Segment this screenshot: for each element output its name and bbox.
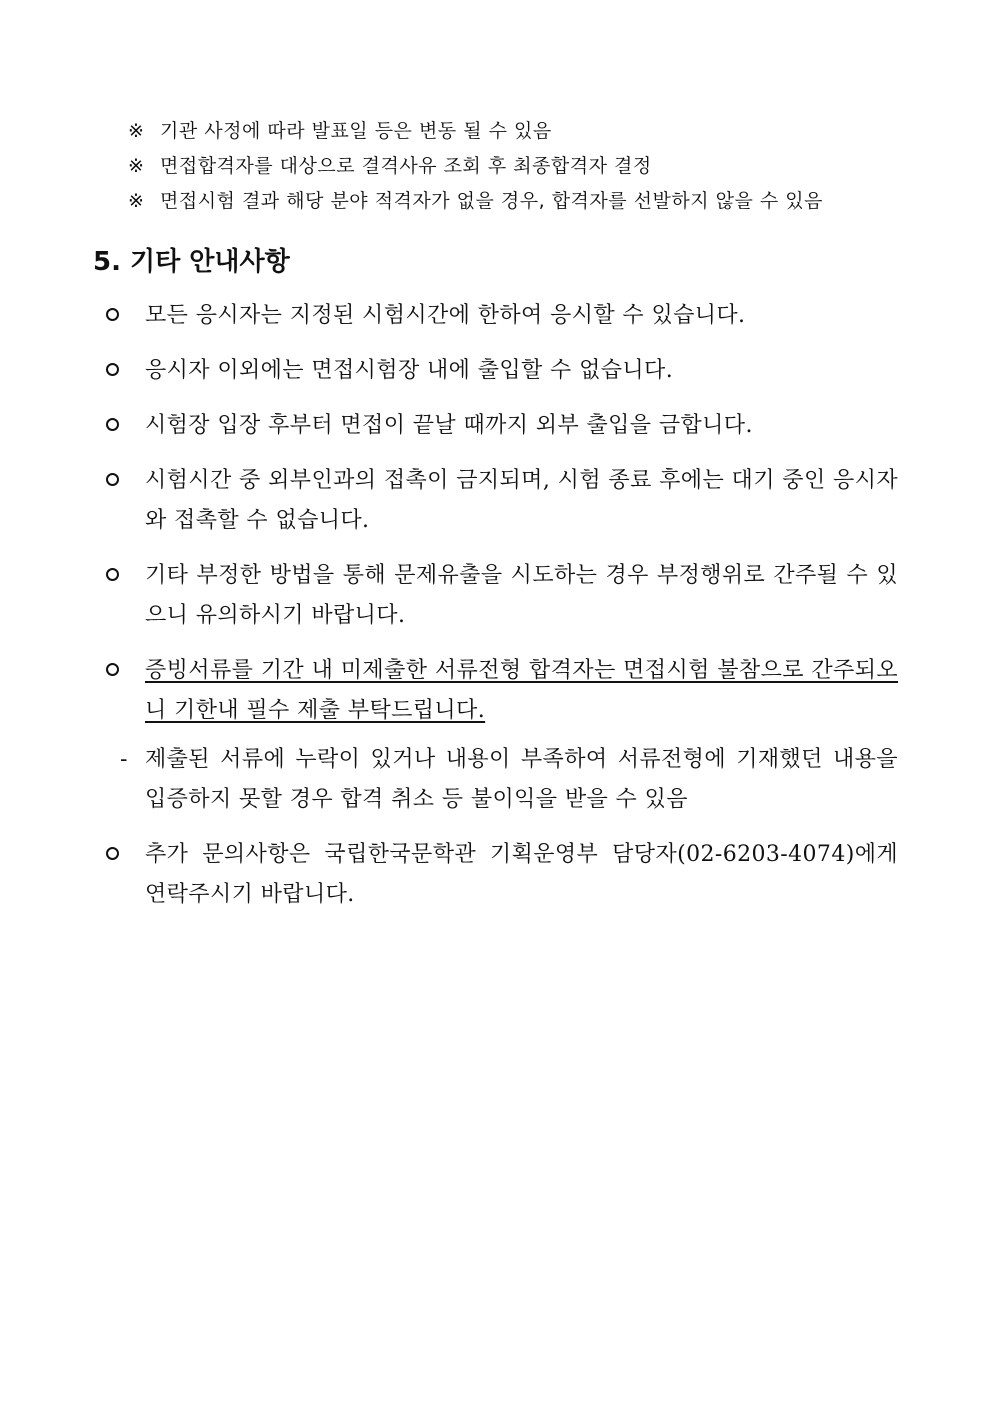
guidance-text: 시험시간 중 외부인과의 접촉이 금지되며, 시험 종료 후에는 대기 중인 응시자와 접촉할 수 없습니다. — [145, 468, 898, 533]
guidance-item-underlined — [106, 651, 898, 731]
dash-marker: - — [120, 747, 128, 772]
guidance-text: 응시자 이외에는 면접시험장 내에 출입할 수 없습니다. — [145, 358, 674, 383]
guidance-item — [106, 461, 898, 541]
reference-mark: ※ — [128, 120, 145, 142]
note-item — [128, 184, 908, 219]
subitem-text: 제출된 서류에 누락이 있거나 내용이 부족하여 서류전형에 기재했던 내용을 입증하지 못할 경우 합격 취소 등 불이익을 받을 수 있음 — [145, 747, 898, 812]
circle-bullet-icon — [106, 363, 119, 376]
note-text: 면접시험 결과 해당 분야 적격자가 없을 경우, 합격자를 선발하지 않을 수 있음 — [160, 190, 823, 212]
guidance-text: 기타 부정한 방법을 통해 문제유출을 시도하는 경우 부정행위로 간주될 수 있으니 유의하시기 바랍니다. — [145, 563, 898, 628]
guidance-text: 추가 문의사항은 국립한국문학관 기획운영부 담당자(02-6203-4074)에게 연락주시기 바랍니다. — [145, 842, 898, 907]
guidance-item — [106, 556, 898, 636]
guidance-item — [106, 835, 898, 915]
circle-bullet-icon — [106, 663, 119, 676]
guidance-item — [106, 296, 898, 336]
section-title: 5. 기타 안내사항 — [93, 247, 290, 277]
circle-bullet-icon — [106, 473, 119, 486]
reference-mark: ※ — [128, 155, 145, 177]
note-item — [128, 114, 908, 149]
note-item — [128, 149, 908, 184]
guidance-text: 증빙서류를 기간 내 미제출한 서류전형 합격자는 면접시험 불참으로 간주되오니 기한내 필수 제출 부탁드립니다. — [145, 658, 898, 723]
circle-bullet-icon — [106, 418, 119, 431]
circle-bullet-icon — [106, 847, 119, 860]
guidance-text: 모든 응시자는 지정된 시험시간에 한하여 응시할 수 있습니다. — [145, 303, 746, 328]
guidance-list — [106, 296, 898, 930]
circle-bullet-icon — [106, 568, 119, 581]
guidance-item — [106, 406, 898, 446]
note-text: 기관 사정에 따라 발표일 등은 변동 될 수 있음 — [160, 120, 552, 142]
notes-list — [128, 114, 908, 219]
guidance-text: 시험장 입장 후부터 면접이 끝날 때까지 외부 출입을 금합니다. — [145, 413, 753, 438]
circle-bullet-icon — [106, 308, 119, 321]
guidance-item — [106, 351, 898, 391]
guidance-subitem — [106, 740, 898, 820]
note-text: 면접합격자를 대상으로 결격사유 조회 후 최종합격자 결정 — [160, 155, 652, 177]
reference-mark: ※ — [128, 190, 145, 212]
